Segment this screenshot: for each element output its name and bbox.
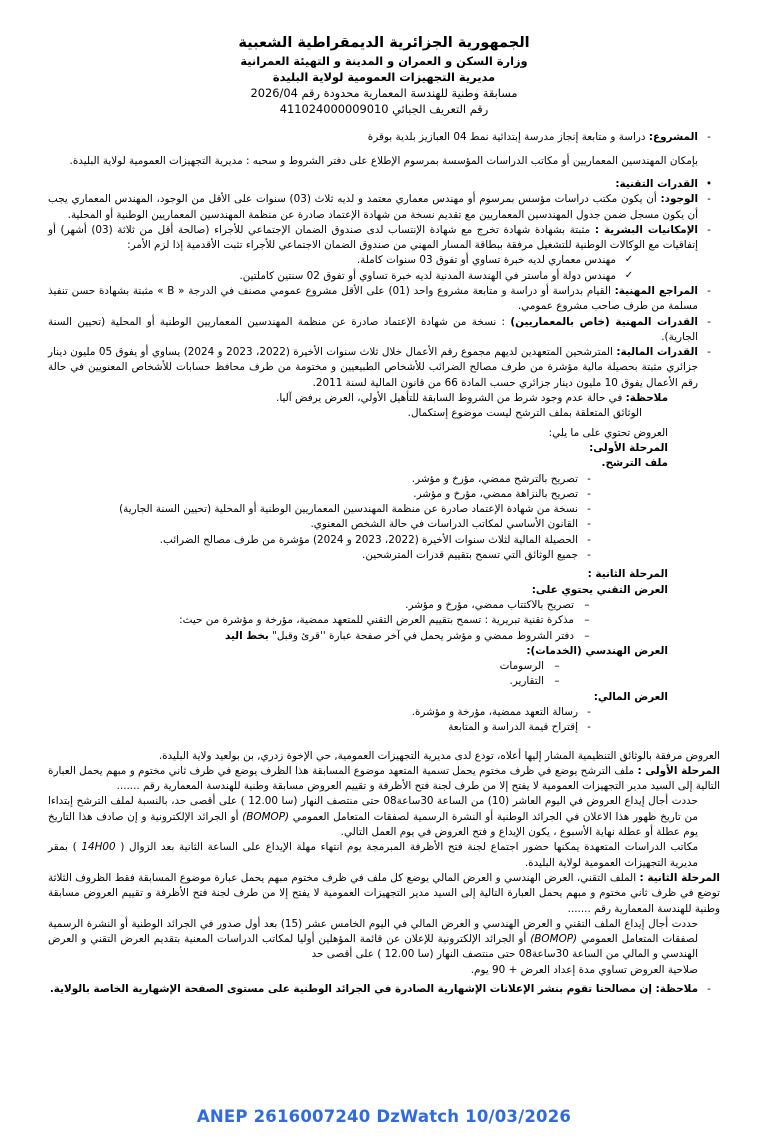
final-note-body: [48, 982, 698, 997]
checkmark-icon: ✓: [624, 254, 634, 266]
technical-offer-item: [48, 613, 720, 628]
document-footer: [0, 1107, 768, 1126]
bullet-marker-icon: •: [705, 177, 713, 190]
dash-marker-icon: -: [587, 518, 591, 531]
qualification-remark-label: ملاحظة:: [625, 392, 668, 405]
dash-marker-icon: -: [587, 706, 591, 718]
submission-deadline-2: [48, 917, 720, 963]
qualification-remark: [48, 391, 720, 406]
phase1-item-text: تصريح بالترشح ممضي، مؤرخ و مؤشر.: [411, 472, 578, 485]
technical-capacity-section: [48, 177, 720, 422]
submission-deadline-1: [48, 794, 720, 840]
professional-capacity-label: القدرات المهنية (خاص بالمعماريين): [510, 315, 698, 328]
phase1-item-text: جميع الوثائق التي تسمح بتقييم قدرات المترشحين.: [362, 549, 578, 562]
availability-section: [48, 154, 720, 169]
phase1-item-text: القانون الأساسي لمكاتب الدراسات في حالة الشخص المعنوي.: [310, 518, 578, 531]
meeting-time: 14H00: [81, 841, 116, 854]
engineering-offer-item: [48, 659, 720, 674]
existence-row: [48, 192, 720, 223]
checkmark-icon: ✓: [624, 269, 634, 281]
submission-section: [48, 749, 720, 978]
check-item-architect: [48, 253, 720, 268]
submission-phase2-text: الملف التقني، العرض الهندسي و العرض المالي يوضع كل ملف في ظرف مختوم مبهم يحمل عبارة موضوع المسابقة فقط الظروف الثلاثة توضع في ظرف ثاني مختوم و مبهم يحمل العبارة التالية إلى السيد مدير التجهيزات العمومية لا يفتح إلا من طرف لجنة فتح الأظرفة و تقييم العروض مسابقة وطنية للهندسة المعمارية رقم .......: [48, 871, 720, 915]
financial-capacity-body: [48, 345, 698, 391]
bomop-reference: (BOMOP): [242, 810, 290, 823]
existence-body: [48, 192, 698, 223]
phase1-item-text: تصريح بالنزاهة ممضي، مؤرخ و مؤشر.: [413, 487, 578, 500]
dash-marker-icon: -: [587, 503, 591, 516]
submission-phase2-label: المرحلة الثانية :: [639, 871, 720, 884]
availability-note: بإمكان المهندسين المعماريين أو مكاتب الدراسات المؤسسة بمرسوم الإطلاع على دفتر الشروط و سحبه : مديرية التجهيزات العمومية لولاية البليدة.: [69, 154, 698, 167]
check-item-engineer-text: مهندس دولة أو ماستر في الهندسة المدنية لديه خبرة تساوي أو تفوق 02 سنتين كاملتين.: [239, 269, 616, 282]
engineering-offer-item: [48, 674, 720, 689]
ndash-marker-icon: –: [554, 660, 560, 673]
human-resources-text: مثبتة بشهادة شهادة تخرج مع شهادة الإنتساب لدى صندوق الضمان الإجتماعي للأجراء (صالحة أقل من ثلاثة (03) أشهر) أو إتفاقيات مع الوكالات الوطنية للتشغيل مرفقة ببطاقة المسار المهني من صندوق الضمان الاجتماعي للأجراء تثبت الأقدمية إذا لزم الأمر:: [48, 223, 698, 252]
submission-deadline-1-text: حددت أجال إيداع العروض في اليوم العاشر (10) من الساعة 30ساعة08 حتى منتصف النهار (سا 12.00 ) على أقصى حد، بالنسبة لملف الترشح إبتداءا من تاريخ ظهور هذا الاعلان في الجرائد الوطنية أو النشرة الرسمية لصفقات المتعامل العمومي: [48, 795, 698, 823]
submission-intro: العروض مرفقة بالوثائق التنظيمية المشار إليها أعلاه، تودع لدى مديرية التجهيزات العمومية, حي الإخوة زدري, بن بولعيد ولاية البليدة.: [158, 749, 720, 762]
project-section: [48, 130, 720, 145]
project-text: دراسة و متابعة إنجاز مدرسة إبتدائية نمط 04 العبازيز بلدية بوقرة: [367, 131, 646, 144]
phase1-item: [48, 548, 720, 563]
dash-marker-icon: -: [587, 533, 591, 546]
existence-text: أن يكون مكتب دراسات مؤسس بمرسوم أو مهندس معماري معتمد و لديه ثلاث (03) سنوات على الأقل من الوجود، المهندس المعماري يجب أن يكون مسجل ضمن جدول المهندسين المعماريين مع تقديم نسخة من شهادة الإعتماد صادرة عن منظمة المهندسين المعماريين الوطنية أو المحلية.: [48, 193, 698, 221]
phase1-item-text: الحصيلة المالية لثلاث سنوات الأخيرة (2022، 2023 و 2024) مؤشرة من طرف مصالح الضرائب.: [159, 533, 578, 546]
professional-capacity-text: : نسخة من شهادة الإعتماد صادرة عن منظمة المهندسين المعماريين الوطنية أو المحلية (تحيين السنة الجارية).: [48, 315, 698, 343]
phase1-item-text: نسخة من شهادة الإعتماد صادرة عن منظمة المهندسين المعماريين الوطنية أو المحلية (تحيين السنة الجارية): [119, 503, 578, 516]
phase1-item: [48, 502, 720, 517]
professional-references-label: المراجع المهنية:: [614, 284, 698, 297]
ndash-marker-icon: –: [584, 614, 590, 627]
dash-marker-icon: -: [707, 284, 711, 297]
engineering-offer-item-text: التقارير.: [509, 675, 544, 688]
ndash-marker-icon: –: [554, 675, 560, 688]
document-header: [48, 34, 720, 117]
final-note-text: إن مصالحنا تقوم بنشر الإعلانات الإشهارية الصادرة في الجرائد الوطنية على مستوى الصفحة الإشهارية الخاصة بالولاية.: [49, 983, 652, 996]
fiscal-id: رقم التعريف الجبائي 411024000009010: [279, 102, 489, 117]
offer-validity: صلاحية العروض تساوي مدة إعداد العرض + 90 يوم.: [470, 963, 698, 976]
professional-capacity-row: [48, 315, 720, 346]
bomop-reference: (BOMOP): [530, 933, 578, 946]
offers-intro: العروض تحتوي على ما يلي:: [548, 426, 668, 439]
professional-references-row: [48, 284, 720, 315]
financial-offer-item-text: إقتراح قيمة الدراسة و المتابعة: [448, 721, 578, 734]
dash-marker-icon: -: [707, 223, 711, 236]
ndash-marker-icon: –: [584, 598, 590, 611]
check-item-architect-text: مهندس معماري لديه خبرة تساوي أو تفوق 03 سنوات كاملة.: [356, 254, 616, 267]
project-label: المشروع:: [648, 131, 698, 144]
financial-offer-item: [48, 705, 720, 720]
financial-capacity-text: المترشحين المتعهدين لديهم مجموع رقم الأعمال خلال ثلاث سنوات الأخيرة (2022، 2023 و 2024) يساوي أو يفوق 05 مليون دينار جزائري مثبتة بحصيلة مالية مؤشرة من طرف مصالح الضرائب للأشخاص الطبيعيين و مختومة من طرف محافظ حسابات للأشخاص المعنويين في حالة رقم الأعمال يفوق 10 مليون دينار جزائري حسب المادة 66 من قانون المالية لسنة 2011.: [48, 346, 698, 389]
technical-offer-item-text: دفتر الشروط ممضي و مؤشر يحمل في آخر صفحة عبارة ''قرئ وقبل": [272, 629, 574, 642]
technical-offer-item: [48, 629, 720, 644]
dash-marker-icon: -: [707, 131, 711, 144]
submission-phase1: [48, 764, 720, 795]
financial-capacity-row: [48, 345, 720, 391]
phase1-item: [48, 533, 720, 548]
project-body: [48, 130, 698, 145]
directorate-title: مديرية التجهيزات العمومية لولاية البليدة: [272, 70, 496, 85]
check-item-engineer: [48, 269, 720, 284]
technical-offer-item: [48, 598, 720, 613]
technical-offer-item-body: [48, 629, 574, 644]
phase1-subtitle: ملف الترشح.: [601, 457, 668, 470]
phase1-item: [48, 472, 720, 487]
dash-marker-icon: -: [707, 346, 711, 359]
human-resources-body: [48, 223, 698, 254]
final-note-section: [48, 982, 720, 997]
human-resources-label: الإمكانيات البشرية :: [594, 223, 698, 236]
phase1-item: [48, 517, 720, 532]
phase1-title: المرحلة الأولى:: [589, 441, 668, 454]
financial-offer-item-text: رسالة التعهد ممضية، مؤرخة و مؤشرة.: [411, 706, 578, 718]
financial-offer-item: [48, 720, 720, 735]
ndash-marker-icon: –: [584, 629, 590, 642]
envelope-opening-text-b: ) بمقر مديرية التجهيزات العمومية لولاية البليدة.: [48, 841, 698, 869]
technical-capacity-heading: القدرات التقنية:: [615, 177, 698, 190]
technical-capacity-heading-row: [48, 177, 720, 192]
submission-phase2: [48, 871, 720, 917]
professional-references-text: القيام بدراسة أو دراسة و متابعة مشروع واحد (01) على الأقل مشروع عمومي مصنف في الدرجة « B » مثبتة بشهادة حسن تنفيذ مسلمة من طرف صاحب مشروع عمومي.: [48, 284, 698, 313]
phase2-title: المرحلة الثانية :: [587, 568, 668, 581]
envelope-opening-meeting: [48, 840, 720, 871]
professional-capacity-body: [48, 315, 698, 346]
dash-marker-icon: -: [707, 193, 711, 206]
dash-marker-icon: -: [707, 315, 711, 328]
technical-offer-title: العرض التقني يحتوي على:: [531, 583, 668, 596]
anep-reference: ANEP 2616007240 DzWatch 10/03/2026: [196, 1107, 572, 1126]
technical-offer-item-bold-tail: بخط اليد: [224, 629, 269, 642]
submission-deadline-2-text-a: حددت أجال إيداع الملف التقني و العرض الهندسي و العرض المالي في اليوم الخامس عشر (15) بعد أول صدور في الجرائد الوطنية أو النشرة الرسمية لصفقات المتعامل العمومي: [48, 917, 699, 946]
qualification-remark-text: في حالة عدم وجود شرط من الشروط السابقة للتأهيل الأولي، العرض يرفض آليا.: [276, 392, 623, 405]
envelope-opening-text-a: مكاتب الدراسات المتعهدة يمكنها حضور اجتماع لجنة فتح الأظرفة المبرمجة يوم انتهاء مهلة الإيداع على الساعة الثانية بعد الزوال (: [120, 841, 699, 854]
professional-references-body: [48, 284, 698, 315]
ministry-title: وزارة السكن و العمران و المدينة و التهيئة العمرانية: [240, 54, 528, 69]
technical-offer-item-text: مذكرة تقنية تبريرية : تسمح بتقييم العرض التقني للمتعهد ممضية، مؤرخة و مؤشرة من حيث:: [179, 614, 574, 627]
competition-number: مسابقة وطنية للهندسة المعمارية محدودة رقم 2026/04: [250, 86, 518, 101]
technical-offer-item-text: تصريح بالاكتتاب ممضي، مؤرخ و مؤشر.: [405, 598, 574, 611]
engineering-offer-item-text: الرسومات: [499, 660, 544, 673]
submission-deadline-2-text-b: أو الجرائد الإلكترونية للإعلان عن قائمة المؤهلين أوليا لمكاتب الدراسات المعنية بتقديم العرض التقني و العرض الهندسي و المالي من الساعة 30ساعة08 حتى منتصف النهار (سا 12.00 ) على أقصى حد: [48, 933, 698, 961]
republic-title: الجمهورية الجزائرية الديمقراطية الشعبية: [238, 35, 530, 51]
financial-offer-title: العرض المالي:: [593, 690, 668, 703]
dash-marker-icon: -: [587, 549, 591, 562]
candidacy-file-note: الوثائق المتعلقة بملف الترشح ليست موضوع إستكمال.: [407, 407, 642, 420]
submission-phase1-text: ملف الترشح يوضع في ظرف مختوم يحمل تسمية المتعهد موضوع المسابقة هذا الظرف يوضع في ظرف ثاني مختوم و مبهم يحمل العبارة التالية إلى السيد مدير التجهيزات العمومية لا يفتح إلا من طرف لجنة فتح الأظرفة و تقييم العروض مسابقة وطنية للهندسة المعمارية رقم .......: [48, 764, 720, 793]
existence-label: الوجود:: [660, 193, 698, 206]
submission-deadline-1-cont: أو الجرائد الإلكترونية و إن صادف هذا التاريخ يوم عطلة أو عطلة نهاية الأسبوع ، يكون الإيداع و فتح العروض في يوم العمل التالي.: [48, 810, 698, 839]
final-note-row: [48, 982, 720, 997]
dash-marker-icon: -: [707, 983, 711, 996]
dash-marker-icon: -: [587, 487, 591, 500]
human-resources-row: [48, 223, 720, 254]
project-row: [48, 130, 720, 145]
final-note-label: ملاحظة:: [655, 983, 698, 996]
financial-capacity-label: القدرات المالية:: [616, 346, 698, 359]
offers-section: [48, 426, 720, 736]
submission-phase1-label: المرحلة الأولى :: [637, 764, 720, 777]
dash-marker-icon: -: [587, 472, 591, 485]
dash-marker-icon: -: [587, 721, 591, 734]
engineering-offer-title: العرض الهندسي (الخدمات):: [526, 644, 668, 657]
phase1-item: [48, 487, 720, 502]
